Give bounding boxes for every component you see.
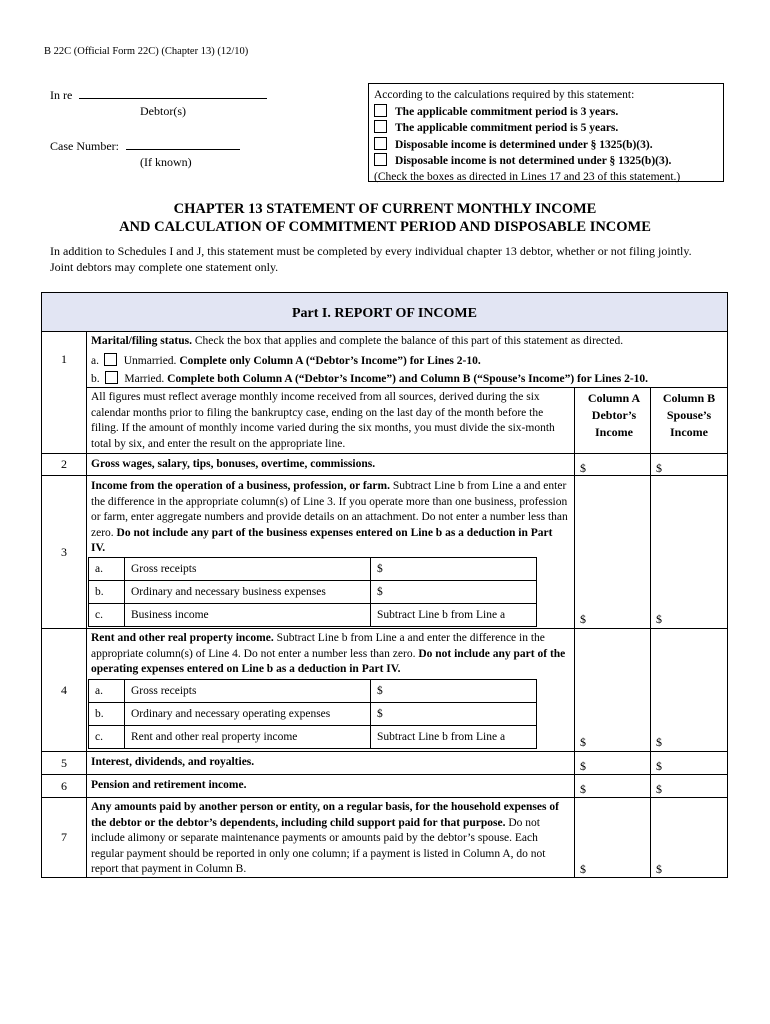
checkbox[interactable]	[374, 104, 387, 117]
line5-column-a-amount[interactable]: $	[580, 759, 586, 773]
row-label: Gross receipts	[125, 680, 371, 703]
checkbox[interactable]	[374, 137, 387, 150]
row-letter: c.	[89, 726, 125, 749]
line-number: 2	[61, 457, 67, 471]
checkbox[interactable]	[374, 120, 387, 133]
row-letter: b.	[89, 703, 125, 726]
checkbox[interactable]	[105, 371, 118, 384]
line-number: 6	[61, 779, 67, 793]
row-label: Ordinary and necessary business expenses	[125, 581, 371, 604]
row-label: Gross receipts	[125, 558, 371, 581]
disposable-income-not-determined: Disposable income is not determined under § 1325(b)(3).	[374, 153, 719, 170]
intro-paragraph: In addition to Schedules I and J, this statement must be completed by every individual chapter 13 debtor, whether or not filing jointly. Joint debtors may complete one statement only.	[50, 244, 692, 274]
case-number-label: Case Number:	[50, 139, 119, 153]
business-income-table	[88, 557, 537, 627]
row-label: Ordinary and necessary operating expenses	[125, 703, 371, 726]
table-row	[89, 581, 537, 604]
case-number-field[interactable]	[126, 149, 240, 150]
line3-column-a-amount[interactable]: $	[580, 612, 586, 626]
part1-heading: Part I. REPORT OF INCOME	[42, 293, 727, 332]
business-expenses-amount[interactable]: $	[371, 581, 537, 604]
line3-column-b-amount[interactable]: $	[656, 612, 662, 626]
gross-receipts-amount[interactable]: $	[371, 558, 537, 581]
business-income-instructions: Income from the operation of a business, profession, or farm. Subtract Line b from Line a and enter the difference in the appropriate column(s) of Line 3. If you operate more than one business, profession or farm, enter aggregate numbers and provide details on an attachment. Do not enter a number less than zero. Do not include any part of the business expenses entered on Line b as a deduction in Part IV.	[91, 480, 568, 554]
household-payments-instructions: Any amounts paid by another person or entity, on a regular basis, for the household expenses of the debtor or the debtor’s dependents, including child support paid for that purpose. Do not include alimony or separate maintenance payments or amounts paid by the debtor’s spouse. Each regular payment should be reported in only one column; if a payment is listed in Column A, do not report that payment in Column B.	[91, 801, 559, 875]
table-row	[89, 604, 537, 627]
line6-column-b-amount[interactable]: $	[656, 782, 662, 796]
line-number: 7	[61, 830, 67, 844]
rent-income-computation: Subtract Line b from Line a	[371, 726, 537, 749]
line-number: 4	[61, 683, 67, 697]
line7-column-a-amount[interactable]: $	[580, 862, 586, 876]
pension-label: Pension and retirement income.	[91, 779, 247, 791]
checkbox[interactable]	[374, 153, 387, 166]
disposable-income-determined: Disposable income is determined under § 1325(b)(3).	[374, 137, 719, 154]
line-number: 5	[61, 756, 67, 770]
line-number: 3	[61, 545, 67, 559]
commitment-option-5-years: The applicable commitment period is 5 years.	[374, 120, 719, 137]
line6-column-a-amount[interactable]: $	[580, 782, 586, 796]
line2-column-b-amount[interactable]: $	[656, 461, 662, 475]
line-number: 1	[61, 352, 67, 366]
figures-instructions: All figures must reflect average monthly income received from all sources, derived during the six calendar months prior to filing the bankruptcy case, ending on the last day of the month before the filing. If the amount of monthly income varied during the six months, you must divide the six-month total by six, and enter the result on the appropriate line.	[91, 391, 555, 450]
caption-block	[50, 88, 267, 170]
line4-column-a-amount[interactable]: $	[580, 735, 586, 749]
in-re-label: In re	[50, 88, 73, 102]
marital-option-married: b. Married. Complete both Column A (“Debtor’s Income”) and Column B (“Spouse’s Income”) for Lines 2-10.	[91, 373, 649, 385]
form-identifier: B 22C (Official Form 22C) (Chapter 13) (12/10)	[44, 46, 249, 57]
line5-column-b-amount[interactable]: $	[656, 759, 662, 773]
column-b-header: Column B Spouse’s Income	[662, 391, 716, 439]
rent-income-instructions: Rent and other real property income. Subtract Line b from Line a and enter the difference in the appropriate column(s) of Line 4. Do not enter a number less than zero. Do not include any part of the operating expenses entered on Line b as a deduction in Part IV.	[91, 632, 566, 675]
row-label: Rent and other real property income	[125, 726, 371, 749]
commitment-period-box	[368, 83, 724, 182]
table-row	[89, 680, 537, 703]
checkbox[interactable]	[104, 353, 117, 366]
rent-gross-receipts-amount[interactable]: $	[371, 680, 537, 703]
interest-label: Interest, dividends, and royalties.	[91, 756, 255, 768]
statement-title: CHAPTER 13 STATEMENT OF CURRENT MONTHLY INCOME AND CALCULATION OF COMMITMENT PERIOD AND DISPOSABLE INCOME	[119, 201, 651, 235]
line7-column-b-amount[interactable]: $	[656, 862, 662, 876]
operating-expenses-amount[interactable]: $	[371, 703, 537, 726]
commitment-note: (Check the boxes as directed in Lines 17 and 23 of this statement.)	[374, 170, 681, 183]
row-letter: a.	[89, 680, 125, 703]
business-income-computation: Subtract Line b from Line a	[371, 604, 537, 627]
table-row	[89, 558, 537, 581]
row-label: Business income	[125, 604, 371, 627]
column-a-header: Column A Debtor’s Income	[587, 391, 641, 439]
wages-label: Gross wages, salary, tips, bonuses, overtime, commissions.	[91, 458, 376, 470]
row-letter: a.	[89, 558, 125, 581]
marital-status: Marital/filing status. Check the box that applies and complete the balance of this part of this statement as directed.	[91, 335, 624, 347]
marital-option-unmarried: a. Unmarried. Complete only Column A (“Debtor’s Income”) for Lines 2-10.	[91, 355, 481, 367]
line2-column-a-amount[interactable]: $	[580, 461, 586, 475]
line4-column-b-amount[interactable]: $	[656, 735, 662, 749]
row-letter: c.	[89, 604, 125, 627]
table-row	[89, 703, 537, 726]
rent-income-table	[88, 679, 537, 749]
if-known-label: (If known)	[140, 155, 192, 169]
debtor-name-field[interactable]	[79, 98, 267, 99]
commitment-intro: According to the calculations required by this statement:	[374, 89, 635, 101]
row-letter: b.	[89, 581, 125, 604]
table-row	[89, 726, 537, 749]
debtors-label: Debtor(s)	[140, 104, 186, 118]
commitment-option-3-years: The applicable commitment period is 3 years.	[374, 104, 719, 121]
